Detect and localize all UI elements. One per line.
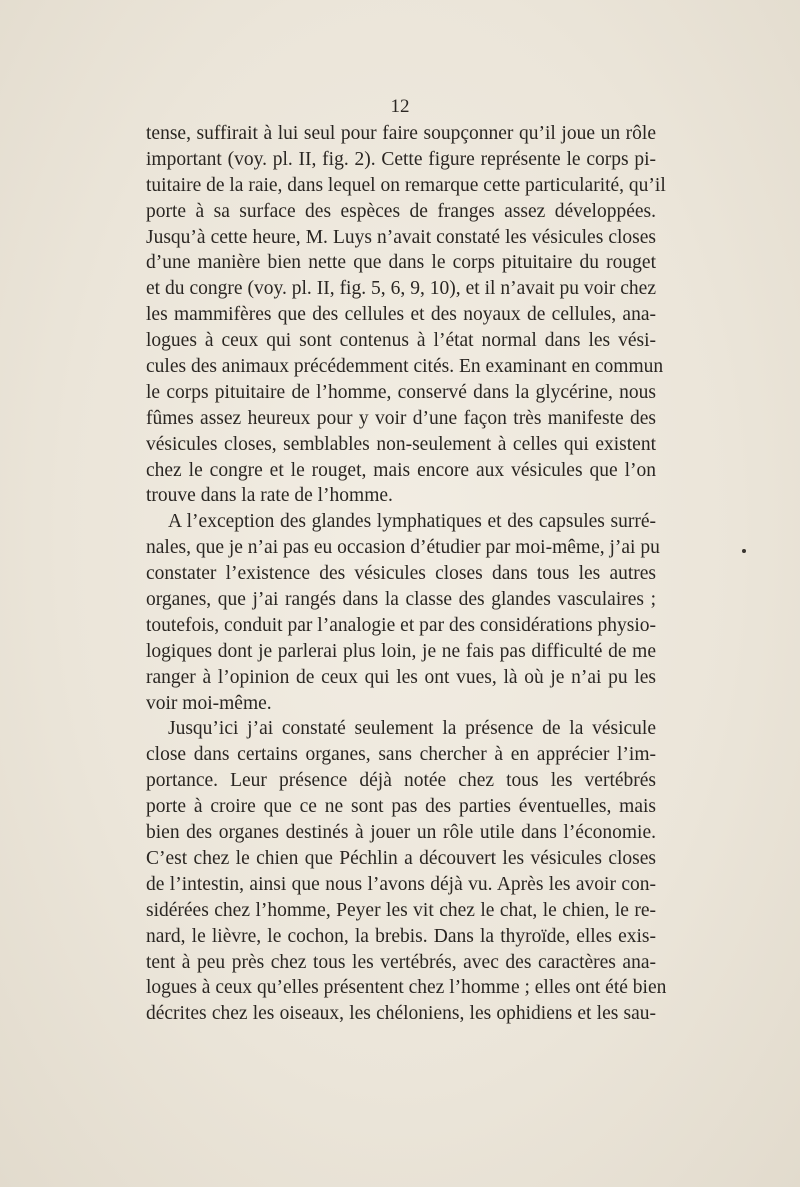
- text-line: décrites chez les oiseaux, les chéloniens, les ophidiens et les sau-: [146, 1003, 656, 1025]
- text-line: A l’exception des glandes lymphatiques et des capsules surré-: [168, 511, 656, 533]
- text-line: tuitaire de la raie, dans lequel on remarque cette particularité, qu’il: [146, 174, 666, 196]
- text-line: d’une manière bien nette que dans le corps pituitaire du rouget: [146, 252, 656, 274]
- text-line: Jusqu’ici j’ai constaté seulement la présence de la vésicule: [168, 718, 656, 740]
- text-line: porte à sa surface des espèces de franges assez développées.: [146, 200, 656, 222]
- text-line: organes, que j’ai rangés dans la classe des glandes vasculaires ;: [146, 589, 656, 611]
- text-line: Jusqu’à cette heure, M. Luys n’avait constaté les vésicules closes: [146, 226, 656, 248]
- text-line: vésicules closes, semblables non-seulement à celles qui existent: [146, 433, 656, 455]
- text-line: et du congre (voy. pl. II, fig. 5, 6, 9, 10), et il n’avait pu voir chez: [146, 278, 656, 300]
- text-line: logues à ceux qui sont contenus à l’état normal dans les vési-: [146, 330, 656, 352]
- page-number: 12: [390, 96, 410, 117]
- text-line: porte à croire que ce ne sont pas des parties éventuelles, mais: [146, 796, 656, 818]
- text-line: portance. Leur présence déjà notée chez tous les vertébrés: [146, 770, 656, 792]
- text-line: le corps pituitaire de l’homme, conservé dans la glycérine, nous: [146, 381, 656, 403]
- body-text: [146, 121, 667, 1027]
- text-line: close dans certains organes, sans chercher à en apprécier l’im-: [146, 744, 656, 766]
- text-line: cules des animaux précédemment cités. En examinant en commun: [146, 356, 664, 378]
- text-line: important (voy. pl. II, fig. 2). Cette figure représente le corps pi-: [146, 148, 656, 170]
- text-line: constater l’existence des vésicules closes dans tous les autres: [146, 563, 656, 585]
- text-line: de l’intestin, ainsi que nous l’avons déjà vu. Après les avoir con-: [146, 873, 656, 895]
- text-line: nard, le lièvre, le cochon, la brebis. Dans la thyroïde, elles exis-: [146, 925, 656, 947]
- text-line: bien des organes destinés à jouer un rôle utile dans l’économie.: [146, 822, 656, 844]
- text-line: chez le congre et le rouget, mais encore aux vésicules que l’on: [146, 459, 656, 481]
- text-line: ranger à l’opinion de ceux qui les ont vues, là où je n’ai pu les: [146, 666, 656, 688]
- text-line: tense, suffirait à lui seul pour faire soupçonner qu’il joue un rôle: [146, 123, 656, 144]
- text-line: les mammifères que des cellules et des noyaux de cellules, ana-: [146, 304, 656, 326]
- text-line: logiques dont je parlerai plus loin, je ne fais pas difficulté de me: [146, 640, 656, 662]
- text-line: toutefois, conduit par l’analogie et par des considérations physio-: [146, 614, 656, 636]
- text-line: trouve dans la rate de l’homme.: [146, 485, 393, 507]
- ink-speck: [742, 549, 746, 553]
- text-line: logues à ceux qu’elles présentent chez l’homme ; elles ont été bien: [146, 977, 667, 999]
- text-line: sidérées chez l’homme, Peyer les vit chez le chat, le chien, le re-: [146, 899, 656, 921]
- text-line: nales, que je n’ai pas eu occasion d’étudier par moi-même, j’ai pu: [146, 537, 660, 559]
- text-line: fûmes assez heureux pour y voir d’une façon très manifeste des: [146, 407, 656, 429]
- text-line: tent à peu près chez tous les vertébrés, avec des caractères ana-: [146, 951, 656, 973]
- text-line: C’est chez le chien que Péchlin a découvert les vésicules closes: [146, 847, 656, 869]
- text-line: voir moi-même.: [146, 692, 272, 714]
